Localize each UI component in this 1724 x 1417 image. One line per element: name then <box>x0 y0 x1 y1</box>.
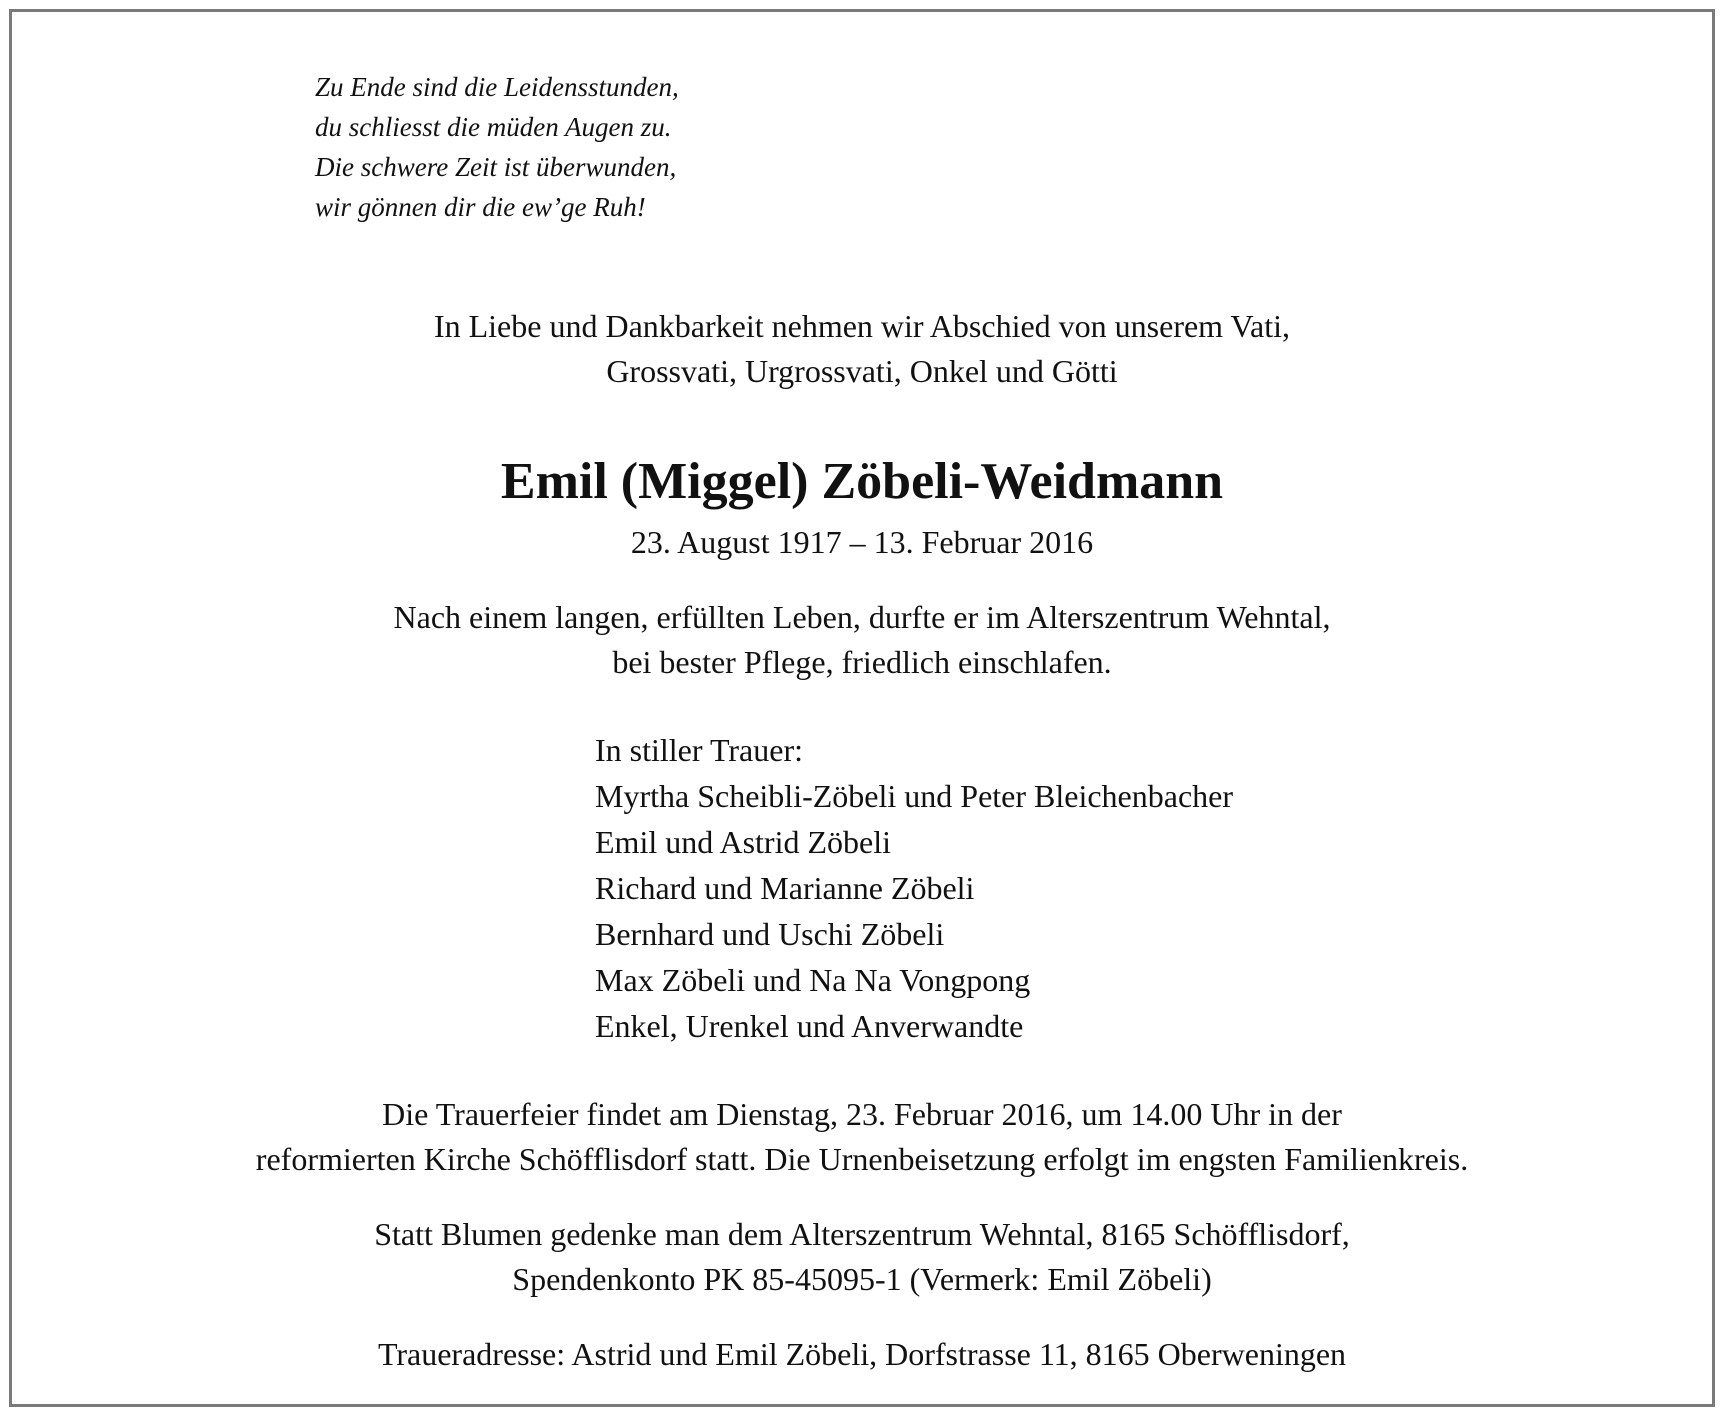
poem-line: wir gönnen dir die ew’ge Ruh! <box>315 192 646 222</box>
donation-line: Spendenkonto PK 85-45095-1 (Vermerk: Emil Zöbeli) <box>512 1261 1212 1297</box>
life-dates: 23. August 1917 – 13. Februar 2016 <box>630 524 1094 560</box>
poem <box>315 67 679 227</box>
intro-line: Grossvati, Urgrossvati, Onkel und Götti <box>606 353 1118 389</box>
donation-text <box>12 1212 1712 1302</box>
donation-line: Statt Blumen gedenke man dem Alterszentrum Wehntal, 8165 Schöfflisdorf, <box>374 1216 1350 1252</box>
ceremony-line: Die Trauerfeier findet am Dienstag, 23. Februar 2016, um 14.00 Uhr in der <box>382 1096 1342 1132</box>
poem-line: Zu Ende sind die Leidensstunden, <box>315 72 679 102</box>
mourner-entry: Richard und Marianne Zöbeli <box>595 870 975 906</box>
deceased-name: Emil (Miggel) Zöbeli-Weidmann <box>500 453 1224 510</box>
ceremony-text <box>12 1092 1712 1182</box>
mourner-entry: Bernhard und Uschi Zöbeli <box>595 916 945 952</box>
passing-line: Nach einem langen, erfüllten Leben, durfte er im Alterszentrum Wehntal, <box>393 599 1331 635</box>
mourner-entry: Myrtha Scheibli-Zöbeli und Peter Bleichenbacher <box>595 778 1234 814</box>
poem-line: Die schwere Zeit ist überwunden, <box>315 152 677 182</box>
passing-text <box>12 595 1712 685</box>
mourners-list <box>595 727 1233 1049</box>
mourner-entry: Max Zöbeli und Na Na Vongpong <box>595 962 1031 998</box>
mourner-entry: Enkel, Urenkel und Anverwandte <box>595 1008 1024 1044</box>
mourners-heading: In stiller Trauer: <box>595 732 803 768</box>
intro-text <box>12 304 1712 394</box>
intro-line: In Liebe und Dankbarkeit nehmen wir Abschied von unserem Vati, <box>433 308 1291 344</box>
poem-line: du schliesst die müden Augen zu. <box>315 112 672 142</box>
mourning-address: Traueradresse: Astrid und Emil Zöbeli, Dorfstrasse 11, 8165 Oberweningen <box>377 1336 1347 1372</box>
mourner-entry: Emil und Astrid Zöbeli <box>595 824 891 860</box>
passing-line: bei bester Pflege, friedlich einschlafen. <box>612 644 1112 680</box>
obituary-frame <box>9 9 1715 1407</box>
ceremony-line: reformierten Kirche Schöfflisdorf statt. Die Urnenbeisetzung erfolgt im engsten Familienkreis. <box>255 1141 1469 1177</box>
